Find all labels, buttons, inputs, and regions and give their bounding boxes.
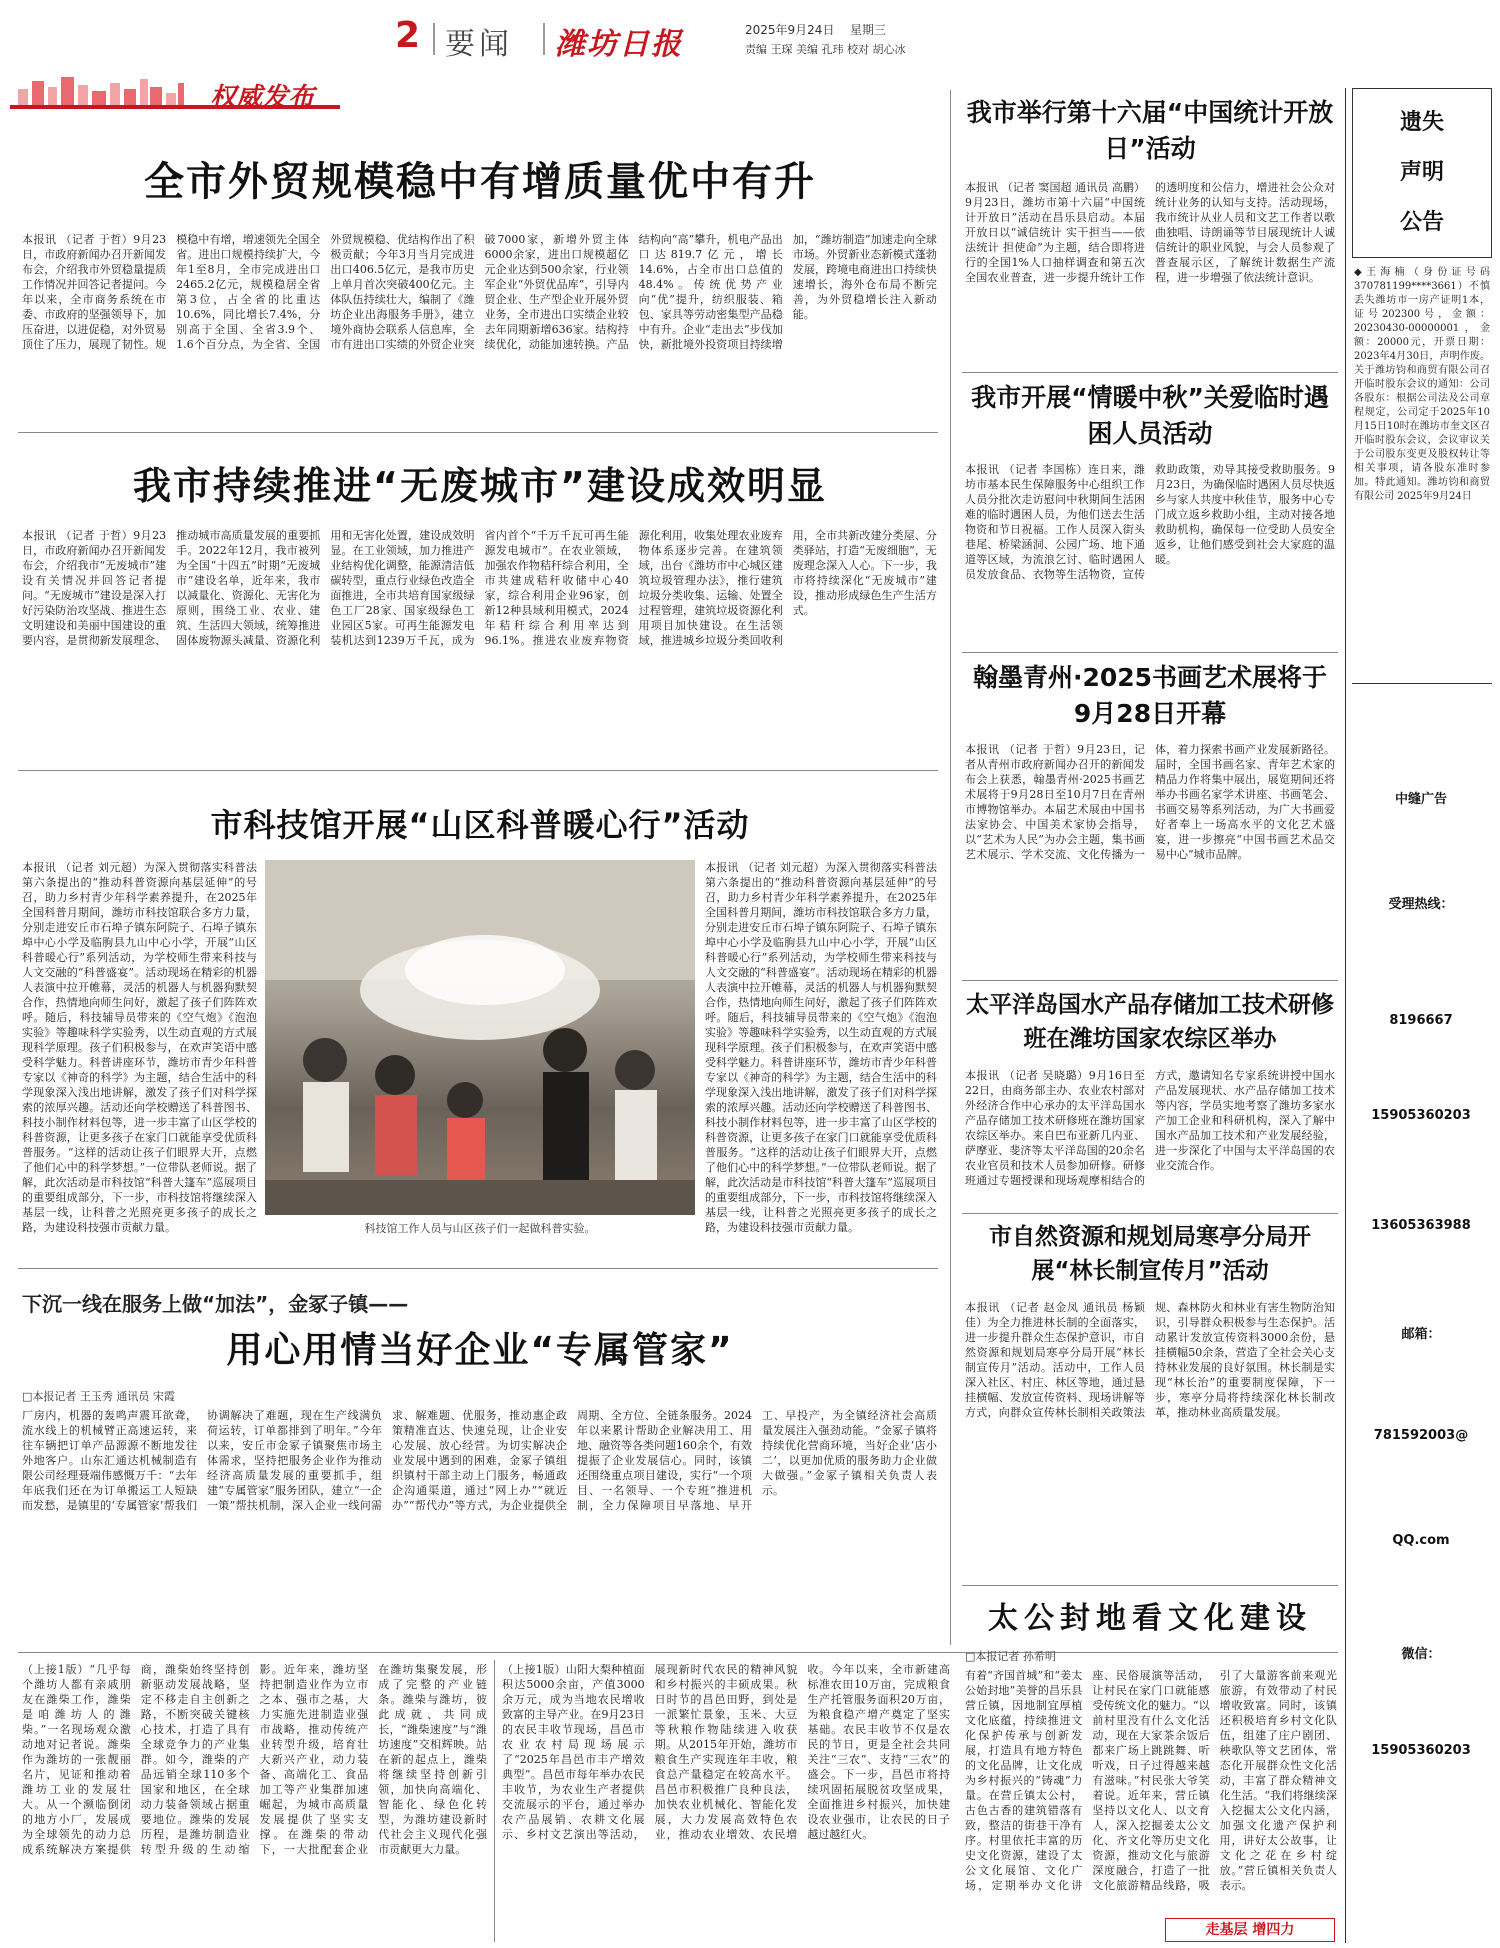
page-number: 2 bbox=[395, 15, 421, 56]
header-divider-2 bbox=[543, 23, 545, 55]
header-divider-1 bbox=[433, 23, 435, 55]
bottom-left-body: （上接1版）“几乎每个潍坊人都有亲戚朋友在潍柴工作，潍柴是咱潍坊人的潍柴。”一名现场观众激动地对记者说。潍柴作为潍坊的一张靓丽名片，见证和推动着潍坊工业的发展壮大。从一个濒临倒闭的地方小厂，发展成为全球领先的动力总成系统解决方案提供商，潍柴始终坚持创新驱动发展战略，坚定不移走自主创新之路，不断突破关键核心技术，打造了具有全球竞争力的产业集群。如今，潍柴的产品远销全球110多个国家和地区，在全球动力装备领域占据重要地位。潍柴的发展历程，是潍坊制造业转型升级的生动缩影。近年来，潍坊坚持把制造业作为立市之本、强市之基，大力实施先进制造业强市战略，推动传统产业转型升级，培育壮大新兴产业，动力装备、高端化工、食品加工等产业集群加速崛起，为城市高质量发展提供了坚实支撑。在潍柴的带动下，一大批配套企业在潍坊集聚发展，形成了完整的产业链条。潍柴与潍坊，彼此成就、共同成长，“潍柴速度”与“潍坊速度”交相辉映。站在新的起点上，潍柴将继续坚持创新引领，加快向高端化、智能化、绿色化转型，为潍坊建设新时代社会主义现代化强市贡献更大力量。 bbox=[22, 1663, 487, 1856]
masthead-logo: 潍坊日报 bbox=[555, 27, 683, 62]
article7-body: 本报讯 （记者 于哲）9月23日，记者从青州市政府新闻办召开的新闻发布会上获悉，翰墨青州·2025书画艺术展将于9月28日至10月7日在青州市博物馆举办。本届艺术展由中国书法家协会、中国美术家协会指导，以“艺术为人民”为办会主题，集书画艺术展示、学术交流、文化传播为一体，着力探索书画产业发展新路径。届时，全国书画名家、青年艺术家的精品力作将集中展出，展览期间还将举办书画名家学术讲座、书画笔会、书画交易等系列活动，为广大书画爱好者奉上一场高水平的文化艺术盛宴，进一步擦亮“中国书画艺术品交易中心”城市品牌。 bbox=[965, 743, 1335, 861]
header-editors: 责编 王琛 美编 孔玮 校对 胡心冰 bbox=[745, 43, 906, 56]
article5-body: 本报讯 （记者 窦国超 通讯员 高鹏）9月23日，潍坊市第十六届“中国统计开放日”活动在昌乐县启动。本届开放日以“诚信统计 实干担当——依法统计 担使命”为主题，结合即将进行的全国1%人口抽样调查和第五次全国农业普查，进一步提升统计工作的透明度和公信力，增进社会公众对统计业务的认知与支持。活动现场，我市统计从业人员和文艺工作者以歌曲独唱、诗朗诵等节目展现统计人诚信统计的职业风貌，与会人员参观了普查展示区，了解统计数据生产流程，进一步增强了依法统计意识。 bbox=[965, 181, 1335, 284]
article3-caption: 科技馆工作人员与山区孩子们一起做科普实验。 bbox=[364, 1222, 596, 1235]
divider-r5 bbox=[962, 1585, 1338, 1586]
article4-subtitle: 下沉一线在服务上做“加法”，金冢子镇—— bbox=[22, 1292, 409, 1316]
article4-body: 厂房内，机器的轰鸣声震耳欲聋，流水线上的机械臂正高速运转，来往车辆把订单产品源源不断地发往外地客户。山东汇通达机械制造有限公司经理聂端伟感慨万千：“去年年底我们还在为订单搬运工人短缺而发愁，是镇里的‘专属管家’帮我们协调解决了难题，现在生产线满负荷运转，订单都排到了明年。”今年以来，安丘市金冢子镇聚焦市场主体需求，坚持把服务企业作为推动经济高质量发展的重要抓手，组建“专属管家”服务团队，建立“一企一策”帮扶机制，深入企业一线问需求、解难题、优服务，推动惠企政策精准直达、快速兑现，让企业安心发展、放心经营。为切实解决企业发展中遇到的困难，金冢子镇组织镇村干部主动上门服务，畅通政企沟通渠道，通过“网上办”“就近办”“帮代办”等方式，为企业提供全周期、全方位、全链条服务。2024年以来累计帮助企业解决用工、用地、融资等各类问题160余个，有效提振了企业发展信心。同时，该镇还围绕重点项目建设，实行“一个项目、一名领导、一个专班”推进机制，全力保障项目早落地、早开工、早投产，为全镇经济社会高质量发展注入强劲动能。“金冢子镇将持续优化营商环境，当好企业‘店小二’，以更加优质的服务助力企业做大做强。”金冢子镇相关负责人表示。 bbox=[22, 1409, 937, 1512]
section-name: 要闻 bbox=[445, 27, 513, 62]
article6-title: 我市开展“情暖中秋”关爱临时遇困人员活动 bbox=[971, 383, 1329, 448]
article3-photo bbox=[265, 860, 695, 1215]
divider-r1 bbox=[962, 372, 1338, 373]
article10-body: 有着“齐国首城”和“姜太公始封地”美誉的昌乐县营丘镇，因地制宜厚植文化底蕴，持续推进文化保护传承与创新发展，打造具有地方特色的文化品牌，让文化成为乡村振兴的“铸魂”力量。在营丘镇太公村，古色古香的建筑错落有致，整洁的街巷干净有序。村里依托丰富的历史文化资源，建设了太公文化展馆、文化广场，定期举办文化讲座、民俗展演等活动，让村民在家门口就能感受传统文化的魅力。“以前村里没有什么文化活动，现在大家茶余饭后都来广场上跳跳舞、听听戏，日子过得越来越有滋味。”村民张大爷笑着说。近年来，营丘镇坚持以文化人、以文育人，深入挖掘姜太公文化、齐文化等历史文化资源，推动文化与旅游深度融合，打造了一批文化旅游精品线路，吸引了大量游客前来观光旅游，有效带动了村民增收致富。同时，该镇还积极培育乡村文化队伍，组建了庄户剧团、秧歌队等文艺团体，常态化开展群众性文化活动，丰富了群众精神文化生活。“我们将继续深入挖掘太公文化内涵，加强文化遗产保护利用，讲好太公故事，让文化之花在乡村绽放。”营丘镇相关负责人表示。 bbox=[965, 1669, 1337, 1892]
children-science-photo bbox=[265, 860, 695, 1215]
article10-title: 太公封地看文化建设 bbox=[988, 1601, 1312, 1636]
hotline-label: 受理热线： bbox=[1388, 897, 1454, 912]
divider-r2 bbox=[962, 652, 1338, 653]
phone-1: 8196667 bbox=[1389, 1013, 1453, 1028]
divider-r3 bbox=[962, 980, 1338, 981]
article6-body: 本报讯 （记者 李国栋）连日来，潍坊市基本民生保障服务中心组织工作人员分批次走访慰问中秋期间生活困难的临时遇困人员，为他们送去生活物资和节日祝福。工作人员深入街头巷尾、桥梁涵洞、公园广场、地下通道等区域，为流浪乞讨、临时遇困人员发放食品、衣物等生活物资，宣传救助政策，劝导其接受救助服务。9月23日，为确保临时遇困人员尽快返乡与家人共度中秋佳节，服务中心专门成立返乡救助小组，主动对接各地救助机构，确保每一位受助人员安全返乡，让他们感受到社会大家庭的温暖。 bbox=[965, 463, 1335, 581]
email-domain: QQ.com bbox=[1392, 1533, 1450, 1548]
email-value: 781592003@ bbox=[1373, 1428, 1469, 1443]
sidebar bbox=[1345, 88, 1495, 1943]
phone-3: 13605363988 bbox=[1371, 1218, 1471, 1233]
article9-body: 本报讯 （记者 赵金凤 通讯员 杨颖佳）为全力推进林长制的全面落实，进一步提升群众生态保护意识，市自然资源和规划局寒亭分局开展“林长制宣传月”活动。活动中，工作人员深入社区、村庄、林区等地，通过悬挂横幅、发放宣传资料、现场讲解等方式，向群众宣传林长制相关政策法规、森林防火和林业有害生物防治知识，引导群众积极参与生态保护。活动累计发放宣传资料3000余份，悬挂横幅50余条，营造了全社会关心支持林业发展的良好氛围。林长制是实现“林长治”的重要制度保障，下一步，寒亭分局将持续深化林长制改革，推动林业高质量发展。 bbox=[965, 1301, 1335, 1419]
notice-title-3: 公告 bbox=[1399, 210, 1444, 235]
header-date: 2025年9月24日 bbox=[745, 23, 835, 37]
wechat-label: 微信： bbox=[1401, 1647, 1441, 1662]
divider-a1 bbox=[18, 432, 938, 433]
notice-body: ◆王海楠（身份证号码370781199****3661）不慎丢失潍坊市一房产证明1本，证号202300号，金额：20230430-00000001，金额：20000元，开票日期：2023年4月30日，声明作废。关于潍坊钧和商贸有限公司召开临时股东会议的通知：公司各股东：根据公司法及公司章程规定，公司定于2025年10月15日10时在潍坊市奎文区召开临时股东会议，会议审议关于公司股东变更及股权转让等相关事项，请各股东准时参加。特此通知。潍坊钧和商贸有限公司 2025年9月24日 bbox=[1354, 267, 1490, 502]
divider-a3 bbox=[18, 1268, 938, 1269]
article4-title: 用心用情当好企业“专属管家” bbox=[226, 1330, 734, 1371]
divider-a2 bbox=[18, 770, 938, 771]
article1-title: 全市外贸规模稳中有增质量优中有升 bbox=[144, 159, 816, 205]
article3-title: 市科技馆开展“山区科普暖心行”活动 bbox=[210, 806, 750, 844]
article5-title: 我市举行第十六届“中国统计开放日”活动 bbox=[966, 98, 1334, 163]
article1-body: 本报讯 （记者 于哲）9月23日，市政府新闻办召开新闻发布会，介绍我市外贸稳量提质工作情况并回答记者提问。今年以来，全市商务系统在市委、市政府的坚强领导下，加压奋进，以进促稳，对外贸易顶住了压力，展现了韧性。规模稳中有增，增速领先全国全省。进出口规模持续扩大，今年1至8月，全市完成进出口2465.2亿元，规模稳居全省第3位，占全省的比重达10.6%，同比增长7.4%，分别高于全国、全省3.9个、1.6个百分点，为全省、全国外贸规模稳、优结构作出了积极贡献；今年3月当月完成进出口406.5亿元，是我市历史上单月首次突破400亿元。主体队伍持续壮大，编制了《潍坊企业出海服务手册》，建立境外商协会联系人信息库，全市有进出口实绩的外贸企业突破7000家，新增外贸主体6000余家，进出口规模超亿元企业达到500余家，行业领军企业“外贸优品库”，引导内贸企业、生产型企业开展外贸业务，全市进出口实绩企业较去年同期新增636家。结构持续优化，动能加速转换。产品结构向“高”攀升，机电产品出口达819.7亿元，增长14.6%，占全市出口总值的48.4%。传统优势产业向“优”提升，纺织服装、箱包、家具等劳动密集型产品稳中有升。企业“走出去”步伐加快，新批境外投资项目持续增加，“潍坊制造”加速走向全球市场。外贸新业态新模式蓬勃发展，跨境电商进出口持续快速增长，海外仓布局不断完善，为外贸稳增长注入新动能。 bbox=[22, 233, 937, 351]
notice-title-1: 遗失 bbox=[1399, 110, 1444, 135]
email-label: 邮箱： bbox=[1401, 1327, 1441, 1342]
phone-2: 15905360203 bbox=[1371, 1108, 1471, 1123]
article2-title: 我市持续推进“无废城市”建设成效明显 bbox=[133, 464, 827, 508]
phone-4: 15905360203 bbox=[1371, 1743, 1471, 1758]
vertical-divider-bottom bbox=[494, 1660, 495, 1942]
divider-r4 bbox=[962, 1213, 1338, 1214]
article3-body-right bbox=[705, 860, 937, 1255]
stamp-label: 走基层 增四力 bbox=[1205, 1922, 1295, 1938]
header-weekday: 星期三 bbox=[850, 23, 887, 37]
article10-byline: □本报记者 孙希明 bbox=[965, 1650, 1056, 1663]
article3-body-left: 本报讯 （记者 刘元超）为深入贯彻落实科普法第六条提出的“推动科普资源向基层延伸”的号召，助力乡村青少年科学素养提升，在2025年全国科普月期间，潍坊市科技馆联合多方力量，分别走进安丘市石埠子镇东阿院子、石埠子镇东埠中心小学及临朐县九山中心小学，开展“山区科普暖心行”系列活动，为学校师生带来科技与人文交融的“科普盛宴”。活动现场在精彩的机器人表演中拉开帷幕，灵活的机器人与机器狗默契合作，热情地向师生问好，激起了孩子们阵阵欢呼。随后，科技辅导员带来的《空气炮》《泡泡实验》等趣味科学实验秀，以生动直观的方式展现科学原理。孩子们积极参与，在欢声笑语中感受科学魅力。科普讲座环节，潍坊市青少年科普专家以《神奇的科学》为主题，结合生活中的科学现象深入浅出地讲解，激发了孩子们对科学探索的浓厚兴趣。活动还向学校赠送了科普图书、科技小制作材料包等，进一步丰富了山区学校的科普资源，让更多孩子在家门口就能享受优质科普服务。“这样的活动让孩子们眼界大开，点燃了他们心中的科学梦想。”一位带队老师说。据了解，此次活动是市科技馆“科普大篷车”巡展项目的重要组成部分，下一步，市科技馆将继续深入基层一线，让科普之光照亮更多孩子的成长之路，为建设科技强市贡献力量。 bbox=[22, 861, 257, 1234]
article8-title: 太平洋岛国水产品存储加工技术研修班在潍坊国家农综区举办 bbox=[966, 992, 1334, 1052]
notice-title-2: 声明 bbox=[1399, 160, 1444, 185]
article3-body-continued: 本报讯 （记者 刘元超）为深入贯彻落实科普法第六条提出的“推动科普资源向基层延伸”的号召，助力乡村青少年科学素养提升，在2025年全国科普月期间，潍坊市科技馆联合多方力量，分别走进安丘市石埠子镇东阿院子、石埠子镇东埠中心小学及临朐县九山中心小学，开展“山区科普暖心行”系列活动，为学校师生带来科技与人文交融的“科普盛宴”。活动现场在精彩的机器人表演中拉开帷幕，灵活的机器人与机器狗默契合作，热情地向师生问好，激起了孩子们阵阵欢呼。随后，科技辅导员带来的《空气炮》《泡泡实验》等趣味科学实验秀，以生动直观的方式展现科学原理。孩子们积极参与，在欢声笑语中感受科学魅力。科普讲座环节，潍坊市青少年科普专家以《神奇的科学》为主题，结合生活中的科学现象深入浅出地讲解，激发了孩子们对科学探索的浓厚兴趣。活动还向学校赠送了科普图书、科技小制作材料包等，进一步丰富了山区学校的科普资源，让更多孩子在家门口就能享受优质科普服务。“这样的活动让孩子们眼界大开，点燃了他们心中的科学梦想。”一位带队老师说。据了解，此次活动是市科技馆“科普大篷车”巡展项目的重要组成部分，下一步，市科技馆将继续深入基层一线，让科普之光照亮更多孩子的成长之路，为建设科技强市贡献力量。 bbox=[705, 861, 937, 1234]
bottom-mid-body: （上接1版）山阳大梨种植面积达5000余亩，产值3000余万元，成为当地农民增收致富的主导产业。在9月23日的农民丰收节现场，昌邑市农业农村局现场展示了“2025年昌邑市丰产增效典型”。昌邑市每年举办农民丰收节，为农业生产者提供交流展示的平台，通过举办农产品展销、农耕文化展示、乡村文艺演出等活动，展现新时代农民的精神风貌和乡村振兴的丰硕成果。秋日时节的昌邑田野，到处是一派繁忙景象，玉米、大豆等秋粮作物陆续进入收获期。从2015年开始，潍坊市粮食生产实现连年丰收，粮食总产量稳定在较高水平。昌邑市积极推广良种良法，加快农业机械化、智能化发展，大力发展高效特色农业，推动农业增效、农民增收。今年以来，全市新建高标准农田10万亩，完成粮食生产托管服务面积20万亩，为粮食稳产增产奠定了坚实基础。农民丰收节不仅是农民的节日，更是全社会共同关注“三农”、支持“三农”的盛会。下一步，昌邑市将持续巩固拓展脱贫攻坚成果，全面推进乡村振兴，加快建设农业强市，让农民的日子越过越红火。 bbox=[502, 1663, 950, 1841]
sidebar-divider bbox=[1352, 683, 1492, 684]
article4-byline: □本报记者 王玉秀 通讯员 宋霞 bbox=[22, 1390, 175, 1403]
article7-title: 翰墨青州·2025书画艺术展将于9月28日开幕 bbox=[972, 663, 1328, 728]
article9-title: 市自然资源和规划局寒亭分局开展“林长制宣传月”活动 bbox=[989, 1224, 1311, 1284]
banner-label: 权威发布 bbox=[210, 83, 315, 113]
article10-stamp bbox=[1165, 1918, 1335, 1942]
article2-body: 本报讯 （记者 于哲）9月23日，市政府新闻办召开新闻发布会，介绍我市“无废城市”建设有关情况并回答记者提问。“无废城市”建设是深入打好污染防治攻坚战、推进生态文明建设和美丽中国建设的重要内容，是贯彻新发展理念、推动城市高质量发展的重要抓手。2022年12月，我市被列为全国“十四五”时期“无废城市”建设名单，近年来，我市以减量化、资源化、无害化为原则，围绕工业、农业、建筑、生活四大领域，统筹推进固体废物源头减量、资源化利用和无害化处置，建设成效明显。在工业领域，加力推进产业结构优化调整，能源清洁低碳转型，重点行业绿色改造全面推进，全市共培育国家级绿色工厂28家、国家级绿色工业园区5家。可再生能源发电装机达到1239万千瓦，成为省内首个“千万千瓦可再生能源发电城市”。在农业领域，加强农作物秸秆综合利用，全市共建成秸秆收储中心40家，综合利用企业96家，创新12种县域利用模式，2024年秸秆综合利用率达到96.1%。推进农业废弃物资源化利用，收集处理农业废弃物体系逐步完善。在建筑领域，出台《潍坊市中心城区建筑垃圾管理办法》，推行建筑垃圾分类收集、运输、处置全过程管理，建筑垃圾资源化利用项目加快建设。在生活领域，推进城乡垃圾分类回收利用，全市共新改建分类屋、分类驿站，打造“无废细胞”，无废理念深入人心。下一步，我市将持续深化“无废城市”建设，推动形成绿色生产生活方式。 bbox=[22, 529, 937, 647]
ad-label: 中缝广告 bbox=[1394, 792, 1447, 807]
article8-body: 本报讯 （记者 吴晓璐）9月16日至22日，由商务部主办、农业农村部对外经济合作中心承办的太平洋岛国水产品存储加工技术研修班在潍坊国家农综区举办。来自巴布亚新几内亚、萨摩亚、斐济等太平洋岛国的20余名农业官员和技术人员参加研修。研修班通过专题授课和现场观摩相结合的方式，邀请知名专家系统讲授中国水产品发展现状、水产品存储加工技术等内容，学员实地考察了潍坊多家水产加工企业和科研机构，深入了解中国水产品加工技术和产业发展经验，进一步深化了中国与太平洋岛国的农业交流合作。 bbox=[965, 1069, 1335, 1187]
notice-box bbox=[1352, 88, 1492, 258]
vertical-divider-main bbox=[950, 90, 951, 1645]
page-header bbox=[395, 15, 955, 65]
authority-banner bbox=[10, 75, 340, 115]
